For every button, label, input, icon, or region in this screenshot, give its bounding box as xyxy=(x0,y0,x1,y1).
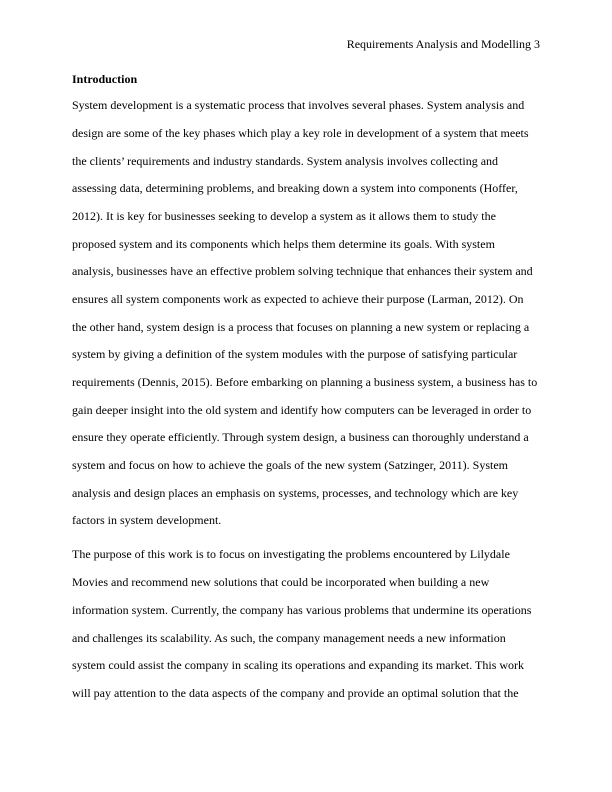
section-heading: Introduction xyxy=(72,72,138,86)
text-line: analysis and design places an emphasis on systems, processes, and technology which are key xyxy=(72,486,519,500)
text-line: proposed system and its components which helps them determine its goals. With system xyxy=(72,237,495,251)
text-line: Movies and recommend new solutions that could be incorporated when building a new xyxy=(72,575,490,589)
text-line: system and focus on how to achieve the goals of the new system (Satzinger, 2011). System xyxy=(72,458,508,472)
text-line: gain deeper insight into the old system and identify how computers can be leveraged in order to xyxy=(72,403,532,417)
text-line: System development is a systematic process that involves several phases. System analysis and xyxy=(72,98,525,112)
text-line: the other hand, system design is a process that focuses on planning a new system or replacing a xyxy=(72,320,530,334)
text-line: ensure they operate efficiently. Through system design, a business can thoroughly understand a xyxy=(72,430,529,444)
text-line: and challenges its scalability. As such, the company management needs a new information xyxy=(72,631,506,645)
text-line: information system. Currently, the company has various problems that undermine its operations xyxy=(72,603,532,617)
text-line: will pay attention to the data aspects of the company and provide an optimal solution that the xyxy=(72,686,519,700)
text-line: ensures all system components work as expected to achieve their purpose (Larman, 2012). On xyxy=(72,292,524,306)
text-line: system could assist the company in scaling its operations and expanding its market. This work xyxy=(72,658,525,672)
text-line: The purpose of this work is to focus on investigating the problems encountered by Lilydale xyxy=(72,547,510,561)
text-line: the clients’ requirements and industry standards. System analysis involves collecting and xyxy=(72,154,499,168)
text-line: requirements (Dennis, 2015). Before embarking on planning a business system, a business has to xyxy=(72,375,538,389)
text-line: system by giving a definition of the system modules with the purpose of satisfying particular xyxy=(72,347,518,361)
text-line: assessing data, determining problems, and breaking down a system into components (Hoffer, xyxy=(72,181,518,195)
text-line: factors in system development. xyxy=(72,513,222,527)
text-line: analysis, businesses have an effective problem solving technique that enhances their system and xyxy=(72,264,533,278)
running-head: Requirements Analysis and Modelling 3 xyxy=(346,37,540,51)
text-line: design are some of the key phases which play a key role in development of a system that meets xyxy=(72,126,529,140)
text-line: 2012). It is key for businesses seeking to develop a system as it allows them to study the xyxy=(72,209,496,223)
